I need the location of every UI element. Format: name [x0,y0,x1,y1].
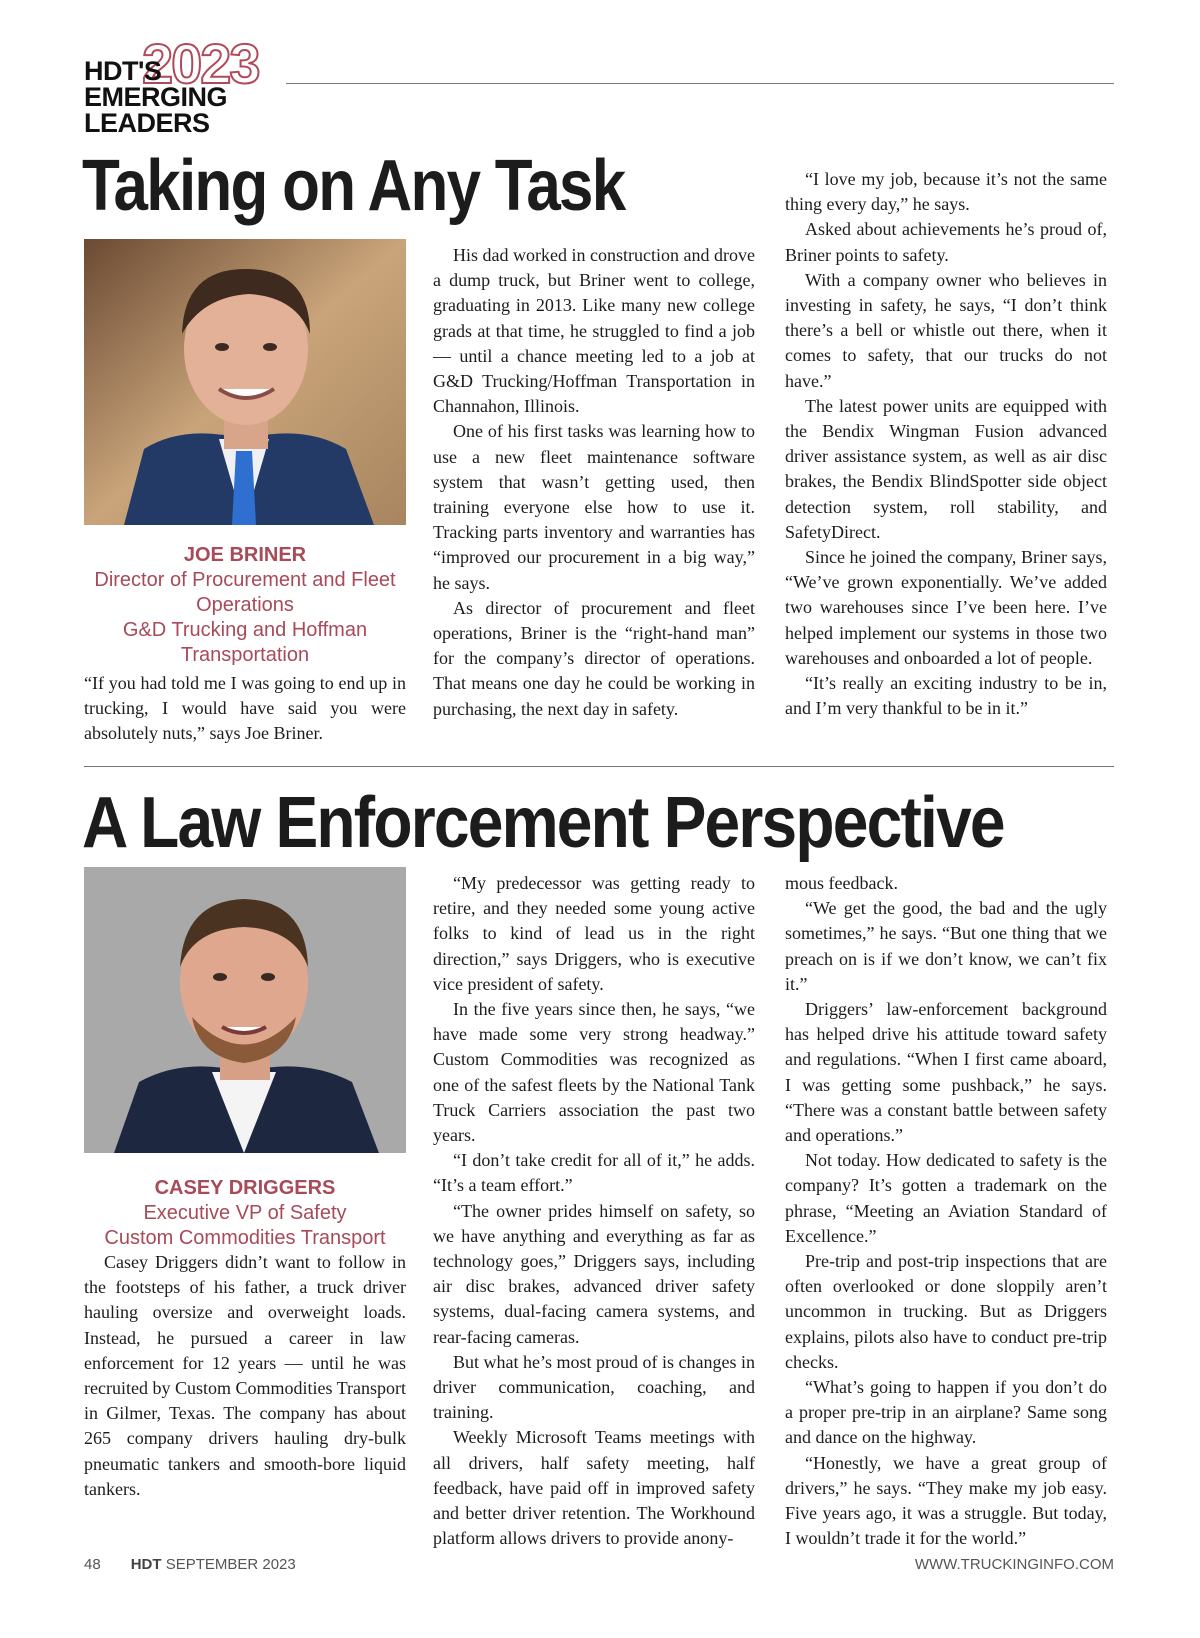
joe-briner-caption [84,543,406,668]
paragraph: With a company owner who believes in investing in safety, he says, “I don’t think there’s a bell or whistle out there, when it comes to safety, that our trucks do not have.” [785,269,1107,391]
paragraph: Weekly Microsoft Teams meetings with all drivers, half safety meeting, half feedback, have paid off in improved safety and better driver retention. The Workhound platform allows drivers to provide anony- [433,1427,755,1549]
logo-line-1: HDT'S [84,56,162,86]
story2-column-2 [433,871,755,1551]
story2-column-1 [84,1250,406,1502]
caption-title-line: Operations [196,594,294,616]
paragraph: Since he joined the company, Briner says, “We’ve grown exponentially. We’ve added two warehouses since I’ve been here. I’ve helped implement our systems in those two warehouses and onboarded a lot of people. [785,547,1107,668]
website-url: WWW.TRUCKINGINFO.COM [914,1556,1114,1573]
story2-column-3 [785,871,1107,1551]
joe-briner-portrait-photo [84,239,406,525]
logo-line-2: EMERGING [84,82,228,112]
paragraph: Pre-trip and post-trip inspections that are often overlooked or done sloppily aren’t uncommon in trucking. But as Driggers explains, pilots also have to conduct pre-trip checks. [785,1251,1107,1372]
logo-line-3: LEADERS [84,108,210,138]
page-number: 48 [84,1556,101,1573]
caption-company-line: Custom Commodities Transport [104,1227,386,1249]
magazine-name: HDT [130,1556,162,1573]
casey-driggers-portrait-photo [84,867,406,1153]
paragraph: As director of procurement and fleet operations, Briner is the “right-hand man” for the company’s director of operations. That means one day he could be working in purchasing, the next day in safety. [433,597,755,719]
paragraph: “I love my job, because it’s not the same thing every day,” he says. [785,169,1107,215]
casey-driggers-caption [84,1176,406,1251]
story1-headline: Taking on Any Task [82,146,625,226]
story1-column-3 [785,167,1107,721]
issue-date: SEPTEMBER 2023 [165,1556,296,1573]
hdt-emerging-leaders-logo [84,32,284,138]
paragraph: In the five years since then, he says, “we have made some very strong headway.” Custom Commodities was recognized as one of the safest fleets by the National Tank Truck Carriers association the past two years. [433,999,755,1146]
paragraph: His dad worked in construction and drove a dump truck, but Briner went to college, graduating in 2013. Like many new college grads at that time, he struggled to find a job — until a chance meeting led to a job at G&D Trucking/Hoffman Transportation in Channahon, Illinois. [433,245,755,417]
portrait-illustration [84,239,406,525]
paragraph: “It’s really an exciting industry to be in, and I’m very thankful to be in it.” [785,673,1107,719]
paragraph: Asked about achievements he’s proud of, Briner points to safety. [785,219,1107,265]
section-divider [84,766,1114,767]
story1-column-1 [84,671,406,747]
paragraph: “I don’t take credit for all of it,” he adds. “It’s a team effort.” [433,1150,755,1196]
paragraph: “What’s going to happen if you don’t do a proper pre-trip in an airplane? Same song and dance on the highway. [785,1377,1107,1448]
caption-name: CASEY DRIGGERS [154,1177,336,1199]
paragraph: Casey Driggers didn’t want to follow in the footsteps of his father, a truck driver hauling oversize and overweight loads. Instead, he pursued a career in law enforcement for 12 years — until he was recruited by Custom Commodities Transport in Gilmer, Texas. The company has about 265 company drivers hauling dry-bulk pneumatic tankers and smooth-bore liquid tankers. [84,1252,406,1499]
footer-left [84,1556,296,1573]
paragraph: “If you had told me I was going to end up in trucking, I would have said you were absolutely nuts,” says Joe Briner. [84,673,406,744]
story1-column-2 [433,243,755,722]
caption-company-line: G&D Trucking and Hoffman [122,619,368,641]
paragraph: Not today. How dedicated to safety is the company? It’s gotten a trademark on the phrase, “Meeting an Aviation Standard of Excellence.” [785,1150,1107,1246]
paragraph: One of his first tasks was learning how to use a new fleet maintenance software system that wasn’t getting used, then training everyone else how to use it. Tracking parts inventory and warranties has “improved our procurement in a big way,” he says. [433,421,755,593]
paragraph: mous feedback. [785,873,898,893]
paragraph: The latest power units are equipped with the Bendix Wingman Fusion advanced driver assistance system, as well as air disc brakes, the Bendix BlindSpotter side object detection system, roll stability, and SafetyDirect. [785,395,1107,542]
paragraph: But what he’s most proud of is changes in driver communication, coaching, and training. [433,1351,755,1423]
caption-title-line: Executive VP of Safety [143,1202,347,1224]
story2-headline: A Law Enforcement Perspective [82,783,1004,863]
caption-title-line: Director of Procurement and Fleet [94,569,396,591]
caption-company-line: Transportation [180,644,310,666]
portrait-illustration [84,867,406,1153]
paragraph: “My predecessor was getting ready to retire, and they needed some young active folks to kind of lead us in the right direction,” says Driggers, who is executive vice president of safety. [433,873,755,994]
paragraph: “Honestly, we have a great group of drivers,” he says. “They make my job easy. Five years ago, it was a struggle. But today, I wouldn’t trade it for the world.” [785,1452,1107,1549]
caption-name: JOE BRINER [183,544,307,566]
paragraph: Driggers’ law-enforcement background has helped drive his attitude toward safety and regulations. “When I first came aboard, I was getting some pushback,” he says. “There was a constant battle between safety and operations.” [785,999,1107,1146]
paragraph: “We get the good, the bad and the ugly sometimes,” he says. “But one thing that we preach on is if we don’t know, we can’t fix it.” [785,898,1107,994]
top-divider [286,83,1114,84]
paragraph: “The owner prides himself on safety, so we have anything and everything as far as technology goes,” Driggers says, including air disc brakes, advanced driver safety systems, dual-facing camera systems, and rear-facing cameras. [433,1200,755,1347]
logo-year: 2023 [142,32,259,95]
